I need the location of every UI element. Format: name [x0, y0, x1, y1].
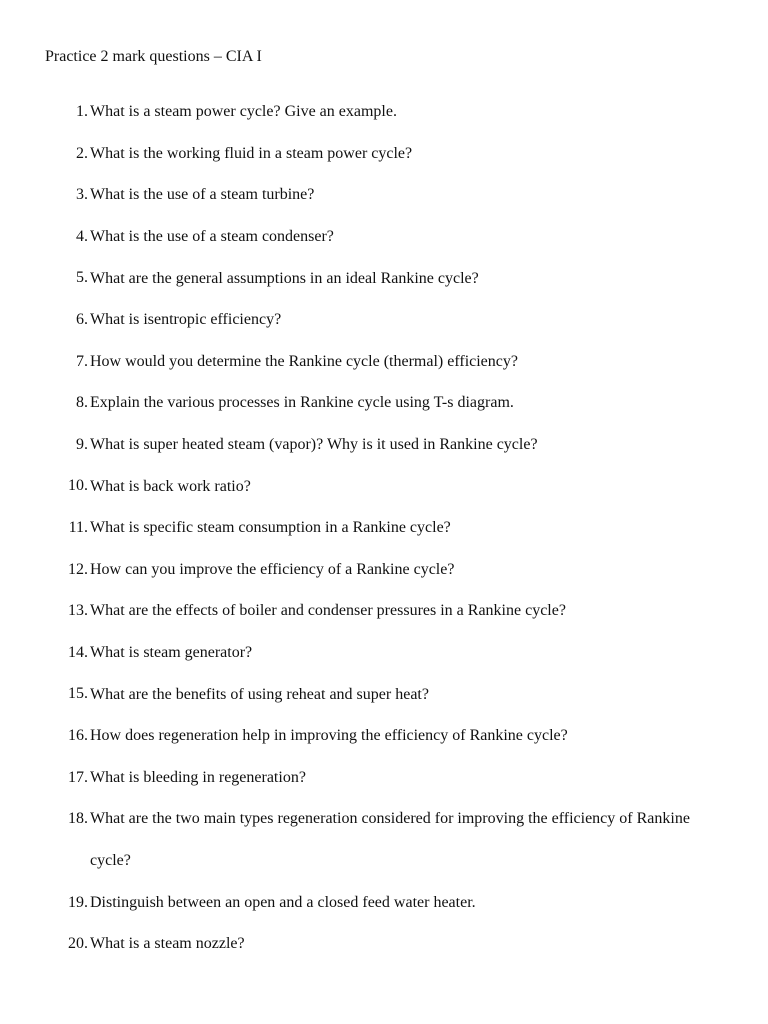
question-number: 4. [76, 227, 88, 245]
question-text: How would you determine the Rankine cycle (thermal) efficiency? [90, 352, 518, 370]
question-item [0, 518, 768, 538]
question-number: 16. [68, 726, 88, 744]
question-number: 3. [76, 186, 88, 204]
question-item [0, 352, 768, 372]
question-item [0, 934, 768, 954]
question-text: What are the two main types regeneration considered for improving the efficiency of Rankine cycle? [90, 810, 690, 869]
question-item [0, 809, 768, 871]
question-text: Explain the various processes in Rankine cycle using T-s diagram. [90, 394, 514, 412]
question-text: How can you improve the efficiency of a Rankine cycle? [90, 560, 455, 578]
question-text: Distinguish between an open and a closed feed water heater. [90, 893, 476, 911]
question-item [0, 476, 768, 496]
question-text: What is bleeding in regeneration? [90, 768, 306, 786]
question-item [0, 393, 768, 413]
question-item [0, 227, 768, 247]
question-item [0, 768, 768, 788]
question-number: 10. [68, 477, 88, 495]
question-number: 19. [68, 893, 88, 911]
question-list [0, 102, 768, 976]
question-number: 1. [76, 103, 88, 120]
question-text: What is super heated steam (vapor)? Why is it used in Rankine cycle? [90, 435, 538, 453]
question-text: What are the benefits of using reheat and super heat? [90, 685, 429, 703]
question-number: 6. [76, 310, 88, 328]
question-number: 5. [76, 269, 88, 287]
question-text: What is a steam nozzle? [90, 935, 245, 953]
question-text: What are the general assumptions in an ideal Rankine cycle? [90, 269, 479, 287]
question-item [0, 185, 768, 205]
question-number: 14. [68, 643, 88, 661]
question-text: What is steam generator? [90, 643, 253, 661]
question-number: 13. [68, 602, 88, 620]
question-number: 8. [76, 394, 88, 412]
document-title: Practice 2 mark questions – CIA I [45, 48, 262, 65]
question-item [0, 435, 768, 455]
question-item [0, 560, 768, 580]
question-number: 17. [68, 768, 88, 786]
question-item [0, 684, 768, 704]
question-item [0, 102, 768, 122]
question-item [0, 310, 768, 330]
question-item [0, 726, 768, 746]
question-text: What is back work ratio? [90, 477, 251, 495]
question-item [0, 893, 768, 913]
question-number: 12. [68, 560, 88, 578]
question-number: 11. [68, 518, 88, 536]
question-text: What is a steam power cycle? Give an example. [90, 103, 397, 121]
question-text: What is the working fluid in a steam power cycle? [90, 144, 413, 162]
question-number: 7. [76, 352, 88, 370]
question-item [0, 268, 768, 288]
question-text: What is the use of a steam condenser? [90, 227, 334, 245]
question-item [0, 144, 768, 164]
question-number: 20. [68, 935, 88, 953]
question-text: What is the use of a steam turbine? [90, 186, 315, 204]
question-number: 2. [76, 144, 88, 162]
question-text: What is isentropic efficiency? [90, 311, 282, 329]
question-number: 9. [76, 435, 88, 453]
question-text: What is specific steam consumption in a Rankine cycle? [90, 519, 451, 537]
question-number: 15. [68, 685, 88, 703]
question-item [0, 643, 768, 663]
question-text: What are the effects of boiler and condenser pressures in a Rankine cycle? [90, 602, 566, 620]
question-item [0, 601, 768, 621]
question-text: How does regeneration help in improving the efficiency of Rankine cycle? [90, 727, 568, 745]
question-number: 18. [68, 810, 88, 828]
